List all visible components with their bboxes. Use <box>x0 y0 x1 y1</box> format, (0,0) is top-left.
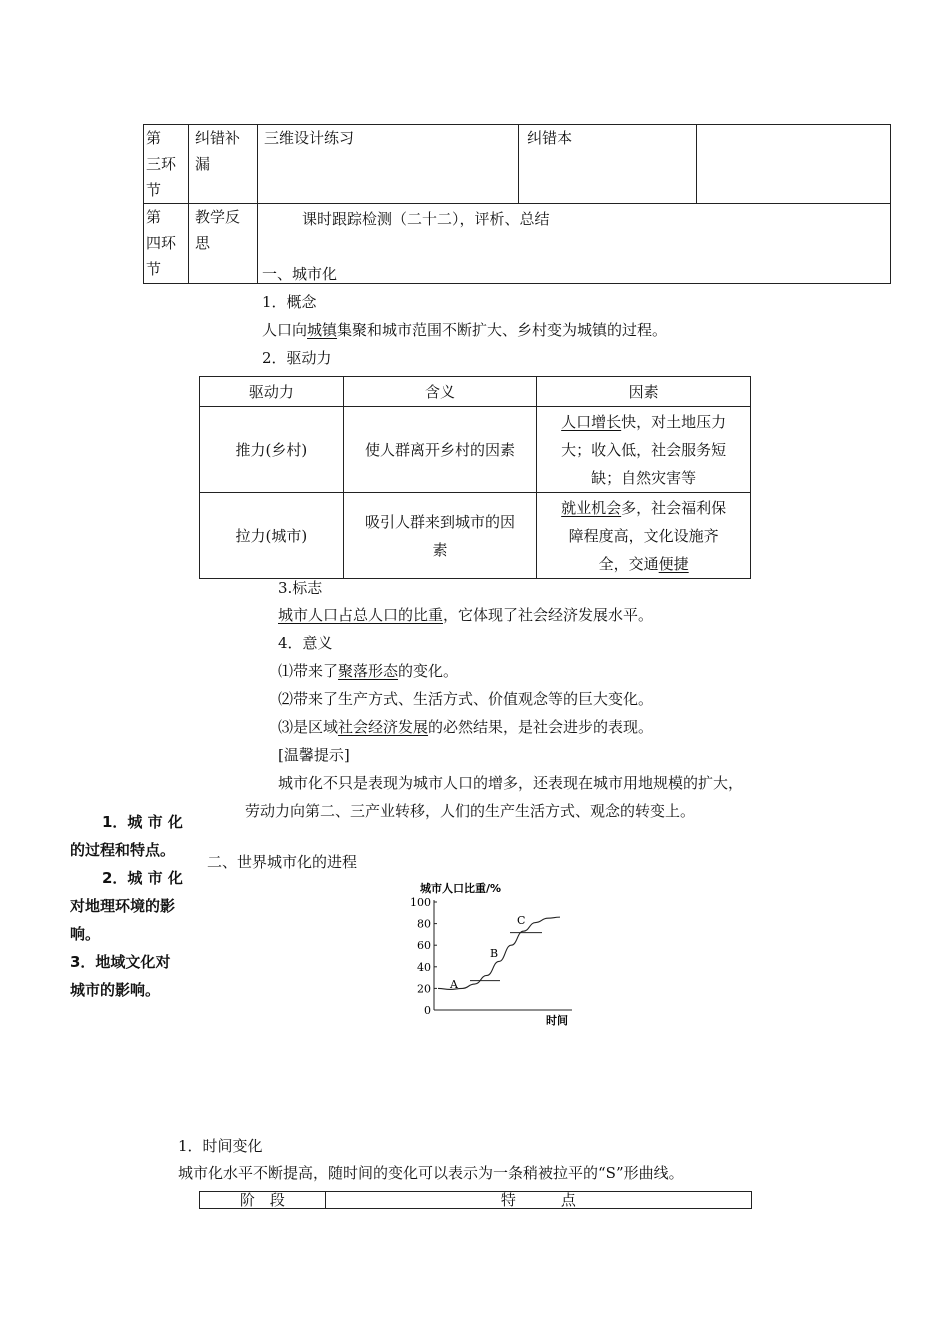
header-cell: 阶 段 <box>200 1192 326 1209</box>
sign-title: 3.标志 <box>278 579 323 597</box>
stage-label-b: B <box>490 947 499 960</box>
top-table <box>143 124 891 284</box>
y-axis-label: 城市人口比重/% <box>420 882 502 895</box>
drive-table <box>199 376 751 579</box>
factor-cell: 人口增长快，对土地压力 大；收入低，社会服务短 缺；自然灾害等 <box>537 407 751 493</box>
meaning-item: ⑴带来了聚落形态的变化。 <box>278 662 459 680</box>
content-cell: 三维设计练习 <box>258 125 519 204</box>
urbanization-chart <box>400 878 590 1028</box>
meaning-item: ⑵带来了生产方式、生活方式、价值观念等的巨大变化。 <box>278 690 654 708</box>
stage-table <box>199 1191 752 1209</box>
header-cell: 因素 <box>537 377 751 407</box>
stage-label-a: A <box>450 978 458 991</box>
activity-cell: 纠错补漏 <box>189 125 258 204</box>
activity-cell: 教学反思 <box>189 204 258 284</box>
stage-cell: 第 三环节 <box>144 125 189 204</box>
y-tick-label: 60 <box>417 939 431 953</box>
tip-title: [温馨提示] <box>278 746 350 764</box>
sign-text: 城市人口占总人口的比重，它体现了社会经济发展水平。 <box>278 606 654 624</box>
header-cell: 特 点 <box>325 1192 751 1209</box>
section-title: 一、城市化 <box>262 265 338 283</box>
tip-text: 城市化不只是表现为城市人口的增多，还表现在城市用地规模的扩大， <box>278 774 744 792</box>
y-tick-label: 0 <box>424 1004 431 1017</box>
concept-title: 1．概念 <box>262 293 317 311</box>
content-cell: 课时跟踪检测（二十二），评析、总结 <box>258 204 891 284</box>
x-axis-label: 时间 <box>546 1014 568 1027</box>
force-cell: 拉力(城市) <box>200 493 344 579</box>
force-cell: 推力(乡村) <box>200 407 344 493</box>
concept-text: 人口向城镇集聚和城市范围不断扩大、乡村变为城镇的过程。 <box>262 321 668 339</box>
meaning-title: 4．意义 <box>278 634 333 652</box>
meaning-item: ⑶是区域社会经济发展的必然结果，是社会进步的表现。 <box>278 718 654 736</box>
sidebar-objectives: 1．城 市 化 的过程和特点。 2．城 市 化 对地理环境的影 响。 3．地域文化对 城市的影响。 <box>70 813 183 999</box>
factor-cell: 就业机会多，社会福利保 障程度高，文化设施齐 全，交通便捷 <box>537 493 751 579</box>
material-cell: 纠错本 <box>519 125 696 204</box>
y-tick-label: 100 <box>410 896 431 909</box>
section-title: 二、世界城市化的进程 <box>207 853 358 871</box>
time-change-text: 城市化水平不断提高，随时间的变化可以表示为一条稍被拉平的“S”形曲线。 <box>178 1164 684 1182</box>
drive-title: 2．驱动力 <box>262 349 332 367</box>
header-cell: 含义 <box>343 377 537 407</box>
tip-text: 劳动力向第二、三产业转移，人们的生产生活方式、观念的转变上。 <box>245 802 696 820</box>
empty-cell <box>696 125 890 204</box>
time-change-title: 1．时间变化 <box>178 1137 263 1155</box>
header-cell: 驱动力 <box>200 377 344 407</box>
y-tick-label: 40 <box>417 960 431 974</box>
meaning-cell: 吸引人群来到城市的因 素 <box>343 493 537 579</box>
y-tick-label: 80 <box>417 917 431 931</box>
stage-cell: 第 四环节 <box>144 204 189 284</box>
stage-label-c: C <box>517 914 526 927</box>
y-tick-label: 20 <box>417 982 431 996</box>
meaning-cell: 使人群离开乡村的因素 <box>343 407 537 493</box>
